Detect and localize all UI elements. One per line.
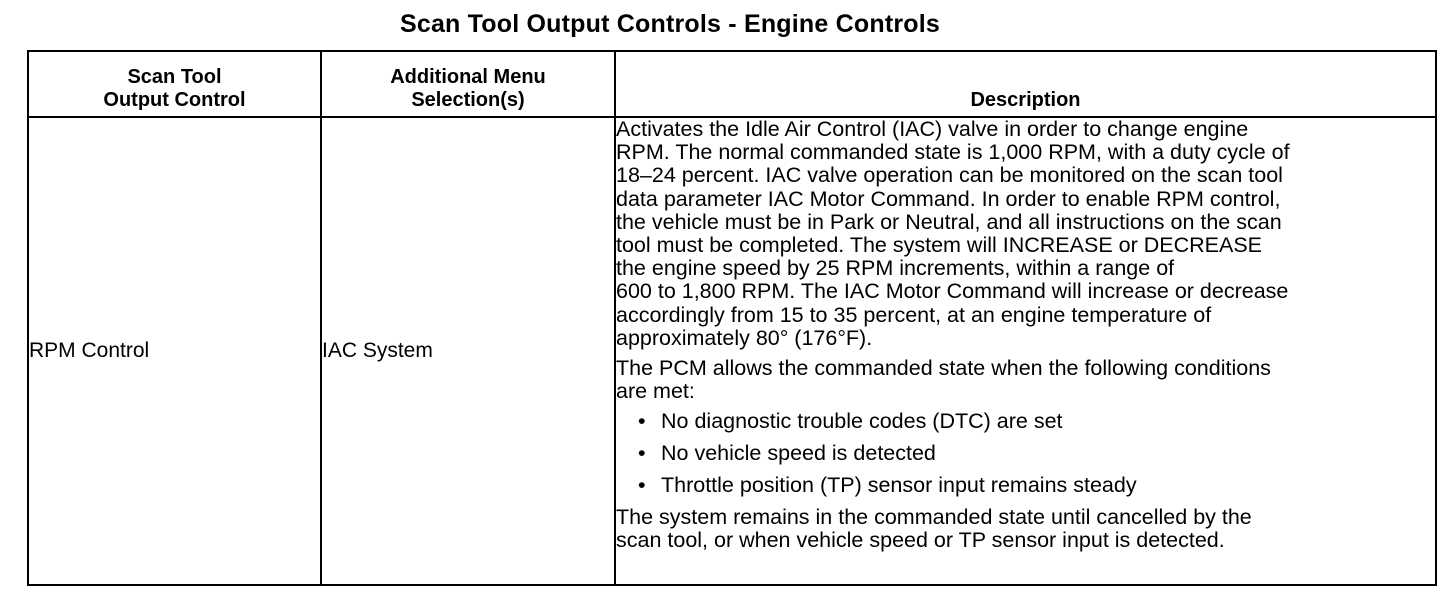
description-paragraph-3	[616, 506, 1435, 552]
text-line: the engine speed by 25 RPM increments, within a range of	[616, 256, 1175, 281]
text-line: the vehicle must be in Park or Neutral, and all instructions on the scan	[616, 209, 1282, 234]
text-line: approximately 80° (176°F).	[616, 325, 873, 350]
bullet-icon: •	[638, 472, 646, 497]
list-item	[616, 442, 1435, 465]
text-line: data parameter IAC Motor Command. In order to enable RPM control,	[616, 186, 1281, 211]
text-line: are met:	[616, 379, 695, 404]
header-additional-menu-selections	[321, 51, 615, 117]
output-controls-table	[27, 50, 1437, 586]
list-item	[616, 474, 1435, 497]
condition-text: No vehicle speed is detected	[661, 441, 936, 466]
text-line: The system remains in the commanded state until cancelled by the	[616, 504, 1252, 529]
condition-text: No diagnostic trouble codes (DTC) are set	[661, 409, 1063, 434]
header-line: Scan Tool	[127, 66, 222, 88]
description-paragraph-2	[616, 357, 1435, 403]
table-row	[28, 117, 1436, 585]
header-line: Selection(s)	[411, 89, 525, 111]
condition-text: Throttle position (TP) sensor input remains steady	[661, 472, 1137, 497]
cell-output-control: RPM Control	[28, 117, 321, 585]
header-scan-tool-output-control	[28, 51, 321, 117]
header-line: Output Control	[103, 89, 246, 111]
bullet-icon: •	[638, 409, 646, 434]
header-description	[615, 51, 1436, 117]
table-header-row	[28, 51, 1436, 117]
list-item	[616, 410, 1435, 433]
cell-description	[615, 117, 1436, 585]
text-line: Activates the Idle Air Control (IAC) valve in order to change engine	[616, 117, 1249, 141]
description-paragraph-1	[616, 118, 1435, 350]
text-line: RPM. The normal commanded state is 1,000 RPM, with a duty cycle of	[616, 140, 1290, 165]
text-line: tool must be completed. The system will INCREASE or DECREASE	[616, 233, 1263, 258]
text-line: 18–24 percent. IAC valve operation can be monitored on the scan tool	[616, 163, 1283, 188]
bullet-icon: •	[638, 441, 646, 466]
cell-menu-selection: IAC System	[321, 117, 615, 585]
header-line: Description	[970, 89, 1081, 111]
text-line: accordingly from 15 to 35 percent, at an engine temperature of	[616, 302, 1212, 327]
text-line: scan tool, or when vehicle speed or TP sensor input is detected.	[616, 527, 1225, 552]
conditions-list	[616, 410, 1435, 497]
text-line: 600 to 1,800 RPM. The IAC Motor Command will increase or decrease	[616, 279, 1289, 304]
header-line: Additional Menu	[390, 66, 546, 88]
text-line: The PCM allows the commanded state when the following conditions	[616, 356, 1271, 381]
document-title: Scan Tool Output Controls - Engine Controls	[399, 10, 941, 38]
